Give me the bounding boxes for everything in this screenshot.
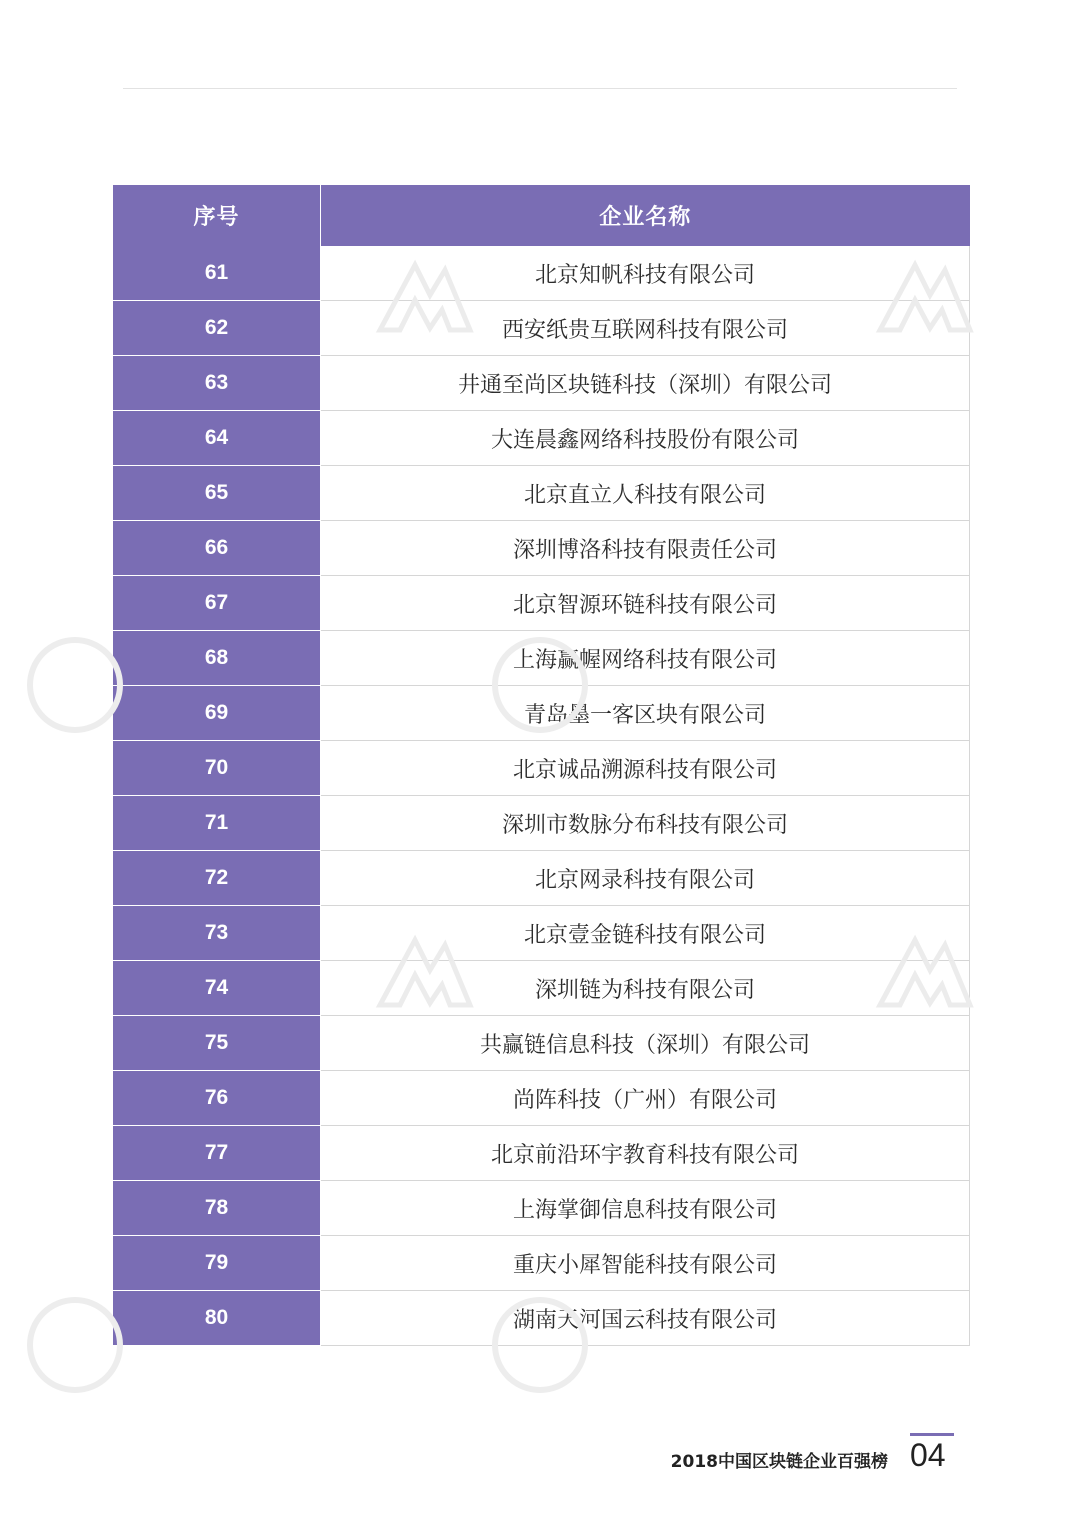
company-name-cell: 共赢链信息科技（深圳）有限公司	[321, 1016, 970, 1071]
company-name-cell: 西安纸贵互联网科技有限公司	[321, 301, 970, 356]
table-row	[113, 1181, 970, 1236]
header-company-name: 企业名称	[321, 185, 970, 246]
serial-number-cell: 67	[113, 576, 321, 631]
serial-number-cell: 63	[113, 356, 321, 411]
table-row	[113, 1071, 970, 1126]
company-name-cell: 上海掌御信息科技有限公司	[321, 1181, 970, 1236]
table-row	[113, 1126, 970, 1181]
company-name-cell: 深圳链为科技有限公司	[321, 961, 970, 1016]
serial-number-cell: 71	[113, 796, 321, 851]
serial-number-cell: 79	[113, 1236, 321, 1291]
serial-number-cell: 66	[113, 521, 321, 576]
serial-number-cell: 62	[113, 301, 321, 356]
table-row	[113, 466, 970, 521]
company-name-cell: 北京网录科技有限公司	[321, 851, 970, 906]
table-row	[113, 1236, 970, 1291]
table-row	[113, 631, 970, 686]
company-name-cell: 深圳市数脉分布科技有限公司	[321, 796, 970, 851]
serial-number-cell: 68	[113, 631, 321, 686]
company-name-cell: 北京知帆科技有限公司	[321, 246, 970, 301]
page-number: 04	[910, 1437, 946, 1473]
table-row	[113, 301, 970, 356]
company-name-cell: 北京智源环链科技有限公司	[321, 576, 970, 631]
serial-number-cell: 78	[113, 1181, 321, 1236]
company-name-cell: 北京诚品溯源科技有限公司	[321, 741, 970, 796]
footer-document-title: 2018中国区块链企业百强榜	[670, 1452, 888, 1472]
table-row	[113, 576, 970, 631]
company-name-cell: 上海赢幄网络科技有限公司	[321, 631, 970, 686]
serial-number-cell: 65	[113, 466, 321, 521]
serial-number-cell: 80	[113, 1291, 321, 1346]
serial-number-cell: 76	[113, 1071, 321, 1126]
serial-number-cell: 75	[113, 1016, 321, 1071]
company-name-cell: 北京壹金链科技有限公司	[321, 906, 970, 961]
serial-number-cell: 73	[113, 906, 321, 961]
table-row	[113, 1291, 970, 1346]
table-row	[113, 1016, 970, 1071]
serial-number-cell: 72	[113, 851, 321, 906]
footer-accent-bar	[910, 1433, 954, 1436]
ranking-table	[113, 185, 970, 1346]
company-name-cell: 大连晨鑫网络科技股份有限公司	[321, 411, 970, 466]
table-body	[113, 246, 970, 1346]
serial-number-cell: 61	[113, 246, 321, 301]
table-row	[113, 686, 970, 741]
top-divider	[123, 88, 957, 89]
serial-number-cell: 70	[113, 741, 321, 796]
serial-number-cell: 77	[113, 1126, 321, 1181]
table-row	[113, 796, 970, 851]
table-row	[113, 906, 970, 961]
table-header-row	[113, 185, 970, 246]
table-row	[113, 246, 970, 301]
table-row	[113, 521, 970, 576]
table-row	[113, 741, 970, 796]
table-row	[113, 851, 970, 906]
header-serial-number: 序号	[113, 185, 321, 246]
company-name-cell: 深圳博洛科技有限责任公司	[321, 521, 970, 576]
serial-number-cell: 64	[113, 411, 321, 466]
company-name-cell: 北京直立人科技有限公司	[321, 466, 970, 521]
table-row	[113, 961, 970, 1016]
company-name-cell: 北京前沿环宇教育科技有限公司	[321, 1126, 970, 1181]
company-name-cell: 尚阵科技（广州）有限公司	[321, 1071, 970, 1126]
company-name-cell: 湖南天河国云科技有限公司	[321, 1291, 970, 1346]
table-row	[113, 411, 970, 466]
company-name-cell: 重庆小犀智能科技有限公司	[321, 1236, 970, 1291]
company-name-cell: 青岛墨一客区块有限公司	[321, 686, 970, 741]
serial-number-cell: 69	[113, 686, 321, 741]
table-row	[113, 356, 970, 411]
company-name-cell: 井通至尚区块链科技（深圳）有限公司	[321, 356, 970, 411]
serial-number-cell: 74	[113, 961, 321, 1016]
